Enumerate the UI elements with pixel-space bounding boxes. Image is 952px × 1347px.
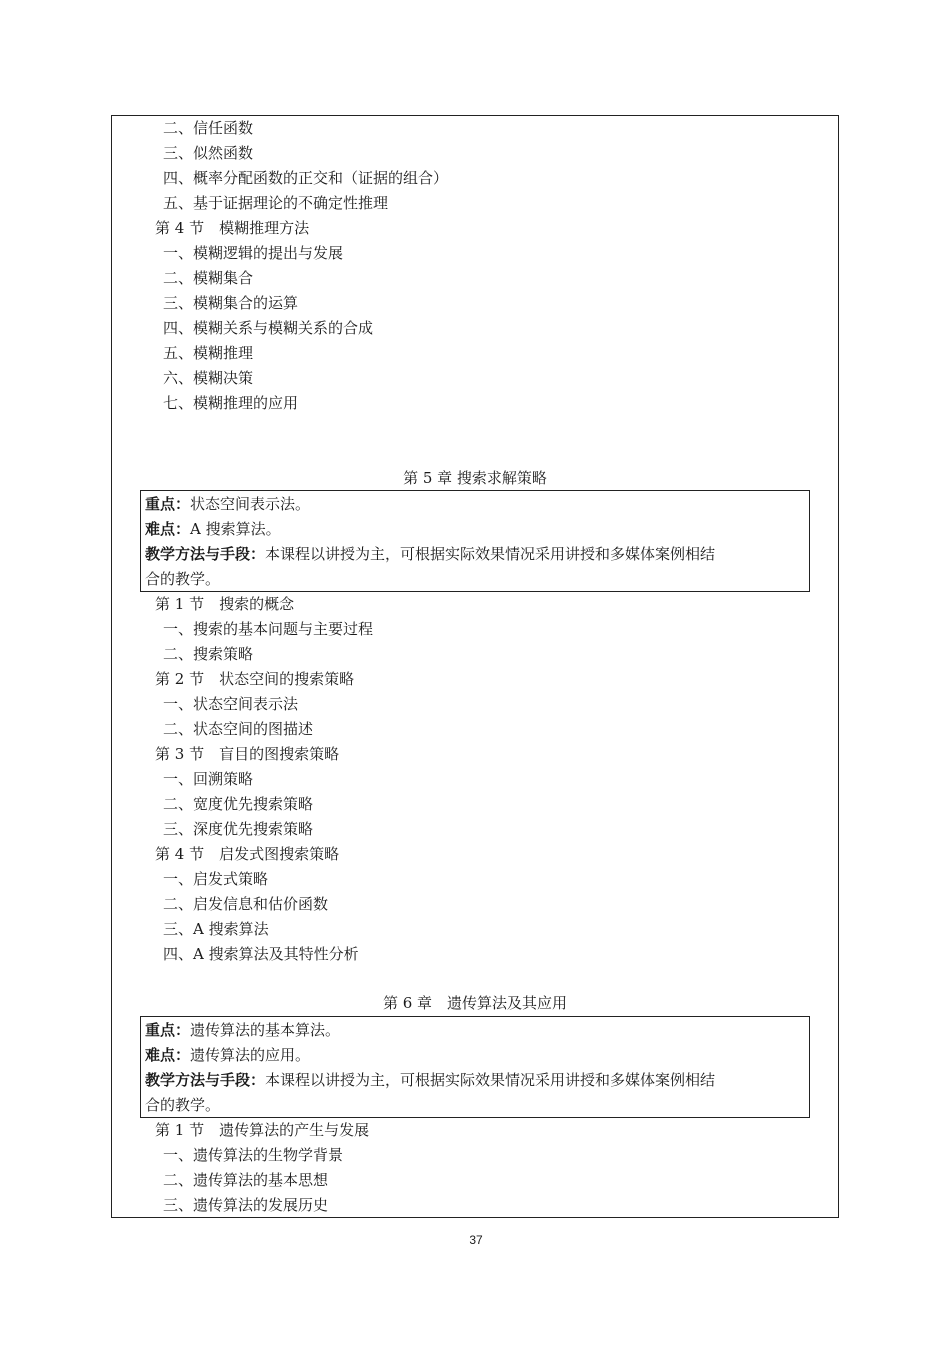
difficulty-label: 难点： <box>145 520 191 538</box>
key-point-label: 重点： <box>145 1021 191 1039</box>
section-heading: 第 1 节 搜索的概念 <box>155 595 295 613</box>
key-point <box>145 492 805 517</box>
teaching-method-cont: 合的教学。 <box>145 570 221 588</box>
chapter-6-title: 第 6 章 遗传算法及其应用 <box>382 994 568 1012</box>
key-point-label: 重点： <box>145 495 191 513</box>
outline-item: 二、启发信息和估价函数 <box>163 895 329 913</box>
outline-item: 三、似然函数 <box>163 144 254 162</box>
outline-item: 二、信任函数 <box>163 119 254 137</box>
teaching-method <box>145 542 805 567</box>
difficulty <box>145 1043 805 1068</box>
outline-item: 一、搜索的基本问题与主要过程 <box>163 620 374 638</box>
outline-item: 二、宽度优先搜索策略 <box>163 795 314 813</box>
section-heading: 第 1 节 遗传算法的产生与发展 <box>155 1121 370 1139</box>
difficulty-label: 难点： <box>145 1046 191 1064</box>
outline-item: 六、模糊决策 <box>163 369 254 387</box>
outline-item: 一、模糊逻辑的提出与发展 <box>163 244 344 262</box>
difficulty-text: A 搜索算法。 <box>190 520 281 538</box>
teaching-method-text: 本课程以讲授为主，可根据实际效果情况采用讲授和多媒体案例相结 <box>265 545 716 563</box>
section-heading: 第 3 节 盲目的图搜索策略 <box>155 745 340 763</box>
outline-item: 二、状态空间的图描述 <box>163 720 314 738</box>
teaching-method <box>145 1068 805 1093</box>
outline-item: 一、状态空间表示法 <box>163 695 299 713</box>
key-point-text: 状态空间表示法。 <box>190 495 311 513</box>
outline-item: 五、模糊推理 <box>163 344 254 362</box>
outline-item: 一、回溯策略 <box>163 770 254 788</box>
teaching-method-cont: 合的教学。 <box>145 1096 221 1114</box>
page-number: 37 <box>469 1233 483 1247</box>
teaching-method-label: 教学方法与手段： <box>145 1071 266 1089</box>
outline-item: 四、A 搜索算法及其特性分析 <box>163 945 359 963</box>
teaching-method-label: 教学方法与手段： <box>145 545 266 563</box>
outline-item: 四、概率分配函数的正交和（证据的组合） <box>163 169 449 187</box>
outline-item: 四、模糊关系与模糊关系的合成 <box>163 319 374 337</box>
difficulty-text: 遗传算法的应用。 <box>190 1046 311 1064</box>
difficulty <box>145 517 805 542</box>
key-point-text: 遗传算法的基本算法。 <box>190 1021 341 1039</box>
outline-item: 七、模糊推理的应用 <box>163 394 299 412</box>
outline-item: 二、遗传算法的基本思想 <box>163 1171 329 1189</box>
key-point <box>145 1018 805 1043</box>
section-heading: 第 2 节 状态空间的搜索策略 <box>155 670 355 688</box>
section-heading: 第 4 节 模糊推理方法 <box>155 219 310 237</box>
outline-item: 二、模糊集合 <box>163 269 254 287</box>
outline-item: 三、A 搜索算法 <box>163 920 269 938</box>
chapter-5-title: 第 5 章 搜索求解策略 <box>403 469 547 487</box>
outline-item: 二、搜索策略 <box>163 645 254 663</box>
outline-item: 一、启发式策略 <box>163 870 269 888</box>
outline-item: 三、模糊集合的运算 <box>163 294 299 312</box>
teaching-method-text: 本课程以讲授为主，可根据实际效果情况采用讲授和多媒体案例相结 <box>265 1071 716 1089</box>
outline-item: 一、遗传算法的生物学背景 <box>163 1146 344 1164</box>
outline-item: 五、基于证据理论的不确定性推理 <box>163 194 389 212</box>
section-heading: 第 4 节 启发式图搜索策略 <box>155 845 340 863</box>
chapter-5-summary-box <box>140 490 810 592</box>
outline-item: 三、深度优先搜索策略 <box>163 820 314 838</box>
chapter-6-summary-box <box>140 1016 810 1118</box>
outline-item: 三、遗传算法的发展历史 <box>163 1196 329 1214</box>
